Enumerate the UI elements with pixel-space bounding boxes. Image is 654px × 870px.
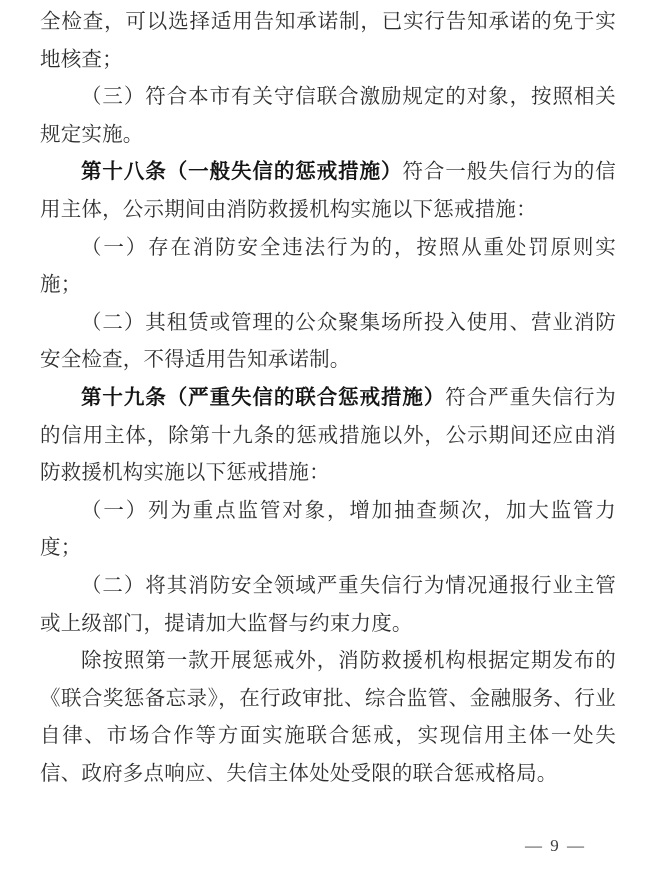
paragraph-text: （三）符合本市有关守信联合激励规定的对象，按照相关规定实施。 — [40, 86, 616, 146]
paragraph-text: （二）其租赁或管理的公众聚集场所投入使用、营业消防安全检查，不得适用告知承诺制。 — [40, 311, 616, 372]
document-body — [40, 4, 616, 793]
paragraph-text: （一）存在消防安全违法行为的，按照从重处罚原则实施； — [40, 236, 616, 297]
paragraph — [40, 305, 616, 380]
paragraph — [40, 154, 616, 229]
article-heading: 第十九条（严重失信的联合惩戒措施） — [81, 386, 446, 409]
paragraph — [40, 230, 616, 305]
paragraph-text: （二）将其消防安全领域严重失信行为情况通报行业主管或上级部门，提请加大监督与约束力度。 — [40, 574, 616, 635]
paragraph — [40, 380, 616, 493]
paragraph-text: 符合严重失信行为的信用主体，除第十九条的惩戒措施以外，公示期间还应由消防救援机构实施以下惩戒措施： — [40, 386, 616, 485]
paragraph-text: 全检查，可以选择适用告知承诺制，已实行告知承诺的免于实地核查； — [40, 11, 616, 71]
paragraph — [40, 4, 616, 79]
paragraph-text: 符合一般失信行为的信用主体，公示期间由消防救援机构实施以下惩戒措施： — [40, 161, 616, 221]
paragraph — [40, 568, 616, 643]
paragraph — [40, 643, 616, 793]
article-heading: 第十八条（一般失信的惩戒措施） — [81, 161, 403, 184]
paragraph — [40, 79, 616, 154]
paragraph — [40, 493, 616, 568]
paragraph-text: 除按照第一款开展惩戒外，消防救援机构根据定期发布的《联合奖惩备忘录》，在行政审批、综合监管、金融服务、行业自律、市场合作等方面实施联合惩戒，实现信用主体一处失信、政府多点响应、失信主体处处受限的联合惩戒格局。 — [40, 650, 616, 785]
page-number: — 9 — — [525, 836, 586, 855]
paragraph-text: （一）列为重点监管对象，增加抽查频次，加大监管力度； — [40, 499, 616, 560]
